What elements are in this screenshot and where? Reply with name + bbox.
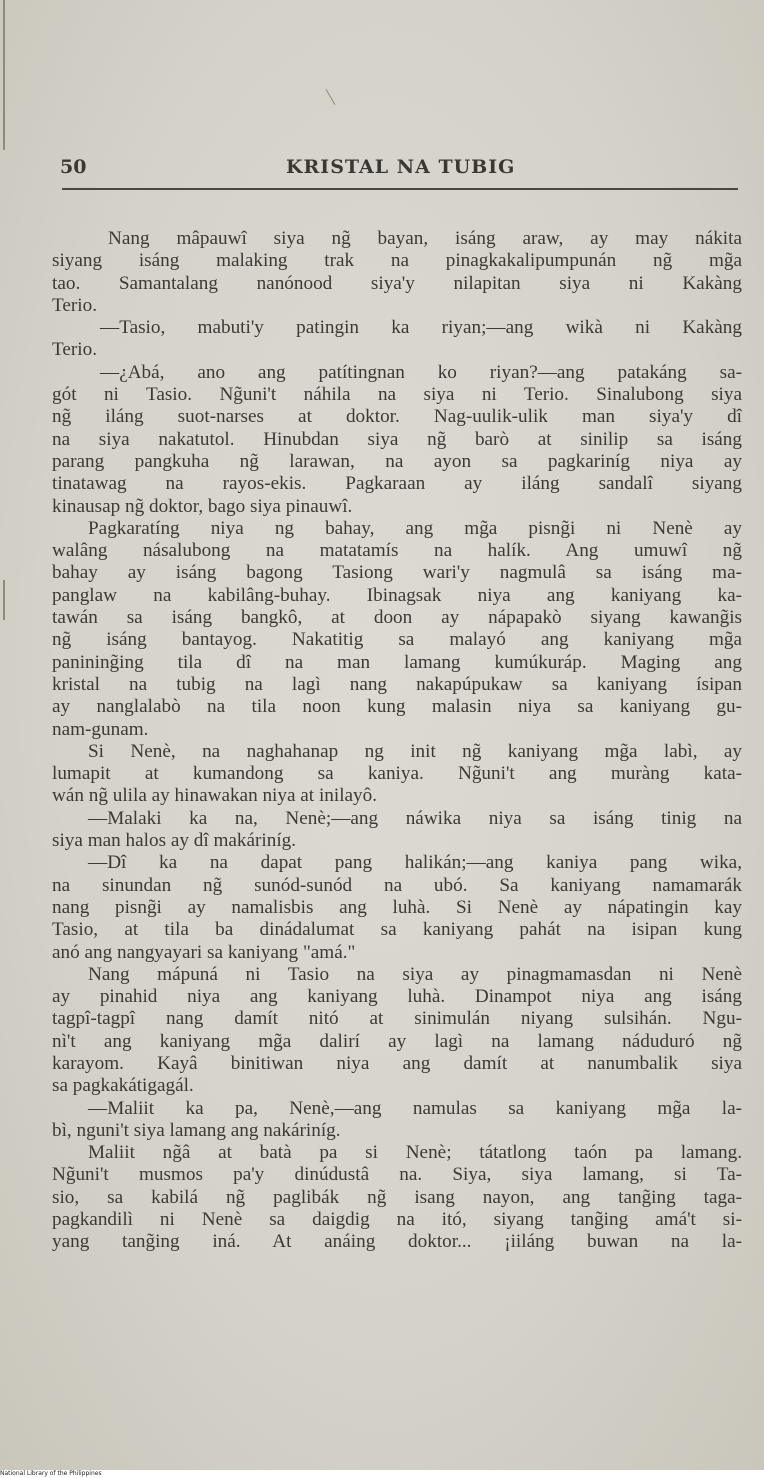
text-line: bahay ay isáng bagong Tasiong wari'y nagmulâ sa isáng ma- [52,562,742,584]
page-header [60,156,740,186]
text-line: Nang mápuná ni Tasio na siya ay pinagmamasdan ni Nenè [88,963,742,985]
text-line: wán ng̃ ulila ay hinawakan niya at inilayô. [52,785,378,807]
text-line: nam-gunam. [52,718,149,740]
footer-credit: National Library of the Philippines [0,1470,764,1478]
text-line: lumapit at kumandong sa kaniya. Ng̃uni't ang muràng kata- [52,763,742,785]
text-line: Nang mâpauwî siya ng̃ bayan, isáng araw, ay may nákita [108,228,742,249]
running-title: KRISTAL NA TUBIG [286,156,516,178]
page-number: 50 [60,156,87,178]
text-line: Terio. [52,339,98,361]
text-line: nang pisng̃i ay namalisbis ang luhà. Si Nenè ay nápatingin kay [52,896,742,918]
text-line: na sinundan ng̃ sunód-sunód na ubó. Sa kaniyang namamarák [52,874,742,896]
scan-edge-mark [3,580,5,620]
text-line: sio, sa kabilá ng̃ paglibák ng̃ isang nayon, ang tang̃ing taga- [52,1186,742,1208]
text-line: Tasio, at tila ba dinádalumat sa kaniyang pahát na isipan kung [52,919,742,941]
text-line: nì't ang kaniyang mg̃a dalirí ay lagì na lamang náduduró ng̃ [52,1030,742,1052]
scan-edge-mark [3,0,5,150]
body-text [52,228,742,1254]
text-line: tao. Samantalang nanónood siya'y nilapitan siya ni Kakàng [52,272,742,294]
text-line: tawán sa isáng bangkô, at doon ay nápapakò siyang kawang̃is [52,607,742,629]
text-line: ay pinahid niya ang kaniyang luhà. Dinampot niya ang isáng [52,986,742,1008]
text-line: siyang isáng malaking trak na pinagkakalipumpunán ng̃ mg̃a [52,250,742,272]
text-line: Pagkaratíng niya ng bahay, ang mg̃a pisng̃i ni Nenè ay [88,517,742,539]
text-line: anó ang nangyayari sa kaniyang "amá." [52,941,356,963]
text-line: —Maliit ka pa, Nenè,—ang namulas sa kaniyang mg̃a la- [88,1097,742,1119]
text-line: —Dî ka na dapat pang halikán;—ang kaniya pang wika, [88,852,742,874]
text-line: walâng násalubong na matatamís na halík. Ang umuwî ng̃ [52,540,742,562]
text-line: siya man halos ay dî makáriníg. [52,830,297,852]
text-line: Si Nenè, na naghahanap ng init ng̃ kaniyang mg̃a labì, ay [88,740,742,762]
paper-crease [326,89,336,105]
text-line: yang tang̃ing iná. At anáing doktor... ¡iiláng buwan na la- [52,1231,742,1253]
header-rule [62,188,738,190]
text-line: pagkandilì ni Nenè sa daigdig na itó, siyang tang̃ing amá't si- [52,1209,742,1231]
text-line: —Tasio, mabuti'y patingin ka riyan;—ang wikà ni Kakàng [100,317,742,339]
text-line: tinatawag na rayos-ekis. Pagkaraan ay iláng sandalî siyang [52,473,742,495]
text-line: —Malaki ka na, Nenè;—ang náwika niya sa isáng tinig na [88,807,742,829]
text-line: parang pangkuha ng̃ larawan, na ayon sa pagkariníg niya ay [52,450,742,472]
text-line: gót ni Tasio. Ng̃uni't náhila na siya ni Terio. Sinalubong siya [52,384,742,406]
text-line: karayom. Kayâ binitiwan niya ang damít at nanumbalik siya [52,1052,742,1074]
text-line: Maliit ng̃â at batà pa si Nenè; tátatlong taón pa lamang. [88,1142,742,1164]
text-line: sa pagkakátigagál. [52,1075,194,1097]
text-line: Terio. [52,294,98,316]
text-line: —¿Abá, ano ang patítingnan ko riyan?—ang patakáng sa- [100,361,742,383]
text-line: bì, nguni't siya lamang ang nakáriníg. [52,1119,341,1141]
text-line: kristal na tubig na lagì nang nakapúpukaw sa kaniyang ísipan [52,673,742,695]
text-line: ng̃ iláng suot-narses at doktor. Nag-uulik-ulik man siya'y dî [52,406,742,428]
text-line: ng̃ isáng bantayog. Nakatitig sa malayó ang kaniyang mg̃a [52,629,742,651]
text-line: Ng̃uni't musmos pa'y dinúdustâ na. Siya, siya lamang, si Ta- [52,1164,742,1186]
text-line: na siya nakatutol. Hinubdan siya ng̃ barò at sinilip sa isáng [52,428,742,450]
text-line: tagpî-tagpî nang damít nitó at sinimulán niyang sulsihán. Ngu- [52,1008,742,1030]
text-line: panining̃ing tila dî na man lamang kumúkuráp. Maging ang [52,651,742,673]
text-line: kinausap ng̃ doktor, bago siya pinauwî. [52,495,353,517]
text-line: ay nanglalabò na tila noon kung malasin niya sa kaniyang gu- [52,696,742,718]
text-line: panglaw na kabilâng-buhay. Ibinagsak niya ang kaniyang ka- [52,584,742,606]
